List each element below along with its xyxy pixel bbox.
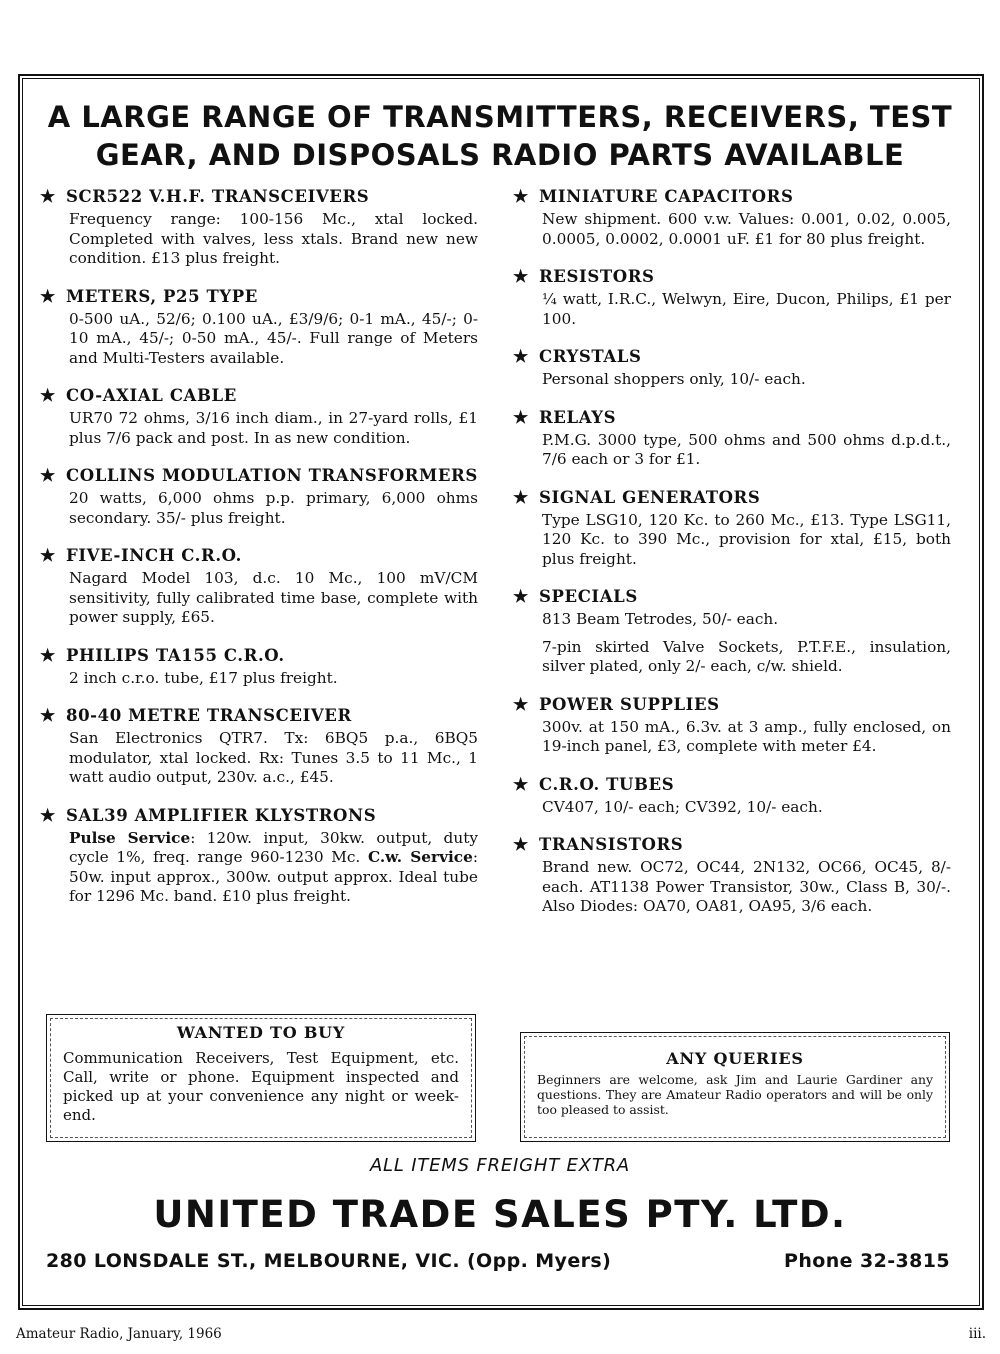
item-title: [40, 463, 478, 489]
item-title: [40, 643, 478, 669]
star-icon: ★: [40, 805, 56, 826]
item-title: [40, 703, 478, 729]
item-description-text: 20 watts, 6,000 ohms p.p. primary, 6,000 ohms secondary. 35/- plus freight.: [69, 489, 478, 527]
product-item: [40, 383, 478, 448]
footer-publication: Amateur Radio, January, 1966: [16, 1326, 222, 1342]
wanted-body: Communication Receivers, Test Equipment, etc. Call, write or phone. Equipment inspected and picked up at your convenience any night or week-end.: [63, 1049, 459, 1124]
star-icon: ★: [513, 347, 529, 367]
item-title-label: FIVE-INCH C.R.O.: [66, 546, 243, 565]
item-title-label: SPECIALS: [539, 587, 638, 606]
star-icon: ★: [513, 774, 529, 795]
pulse-service-text: : 120w. input, 30kw. output, duty cycle 1%, freq. range 960-1230 Mc.: [69, 828, 478, 866]
item-description: [69, 210, 478, 269]
item-title-label: COLLINS MODULATION TRANSFORMERS: [66, 466, 478, 485]
star-icon: ★: [513, 487, 529, 508]
item-title: [513, 692, 951, 718]
item-description-text: UR70 72 ohms, 3/16 inch diam., in 27-yard rolls, £1 plus 7/6 pack and post. In as new condition.: [69, 409, 478, 447]
company-name: UNITED TRADE SALES PTY. LTD.: [153, 1193, 847, 1236]
wanted-to-buy-box: [46, 1014, 476, 1142]
headline-line-2: GEAR, AND DISPOSALS RADIO PARTS AVAILABLE: [95, 138, 905, 172]
item-description-text: Frequency range: 100-156 Mc., xtal locked. Completed with valves, less xtals. Brand new new condition. £13 plus freight.: [69, 210, 478, 267]
star-icon: ★: [513, 267, 529, 287]
item-title: [513, 264, 951, 290]
cw-service-text: : 50w. input approx., 300w. output approx. Ideal tube for 1296 Mc. band. £10 plus freight.: [69, 848, 478, 905]
star-icon: ★: [40, 706, 56, 726]
item-title: [40, 803, 478, 829]
item-description: [69, 409, 478, 448]
star-icon: ★: [40, 645, 56, 666]
item-description: [542, 290, 951, 329]
item-title-label: METERS, P25 TYPE: [66, 286, 258, 306]
item-title: [513, 405, 951, 431]
item-description-text: ¼ watt, I.R.C., Welwyn, Eire, Ducon, Philips, £1 per 100.: [542, 290, 951, 328]
right-column: [513, 184, 951, 932]
item-title: [513, 832, 951, 858]
item-description-text: San Electronics QTR7. Tx: 6BQ5 p.a., 6BQ5 modulator, xtal locked. Rx: Tunes 3.5 to 11 Mc., 1 watt audio output, 230v. a.c., £45.: [69, 729, 478, 786]
star-icon: ★: [40, 386, 56, 406]
star-icon: ★: [513, 407, 529, 428]
item-description: [69, 829, 478, 907]
product-item: [40, 463, 478, 528]
item-description-text: Type LSG10, 120 Kc. to 260 Mc., £13. Type LSG11, 120 Kc. to 390 Mc., provision for xtal, £15, both plus freight.: [542, 510, 951, 568]
headline: [40, 98, 960, 174]
item-title-label: TRANSISTORS: [539, 835, 684, 854]
queries-title: ANY QUERIES: [666, 1049, 804, 1068]
item-description-text: Personal shoppers only, 10/- each.: [542, 370, 806, 388]
star-icon: ★: [40, 187, 56, 207]
product-item: [40, 643, 478, 689]
item-title-label: C.R.O. TUBES: [539, 774, 675, 794]
star-icon: ★: [40, 546, 56, 566]
item-title-label: CO-AXIAL CABLE: [66, 386, 237, 405]
queries-body: Beginners are welcome, ask Jim and Laurie Gardiner any questions. They are Amateur Radio operators and will be only too pleased to assist.: [537, 1072, 933, 1117]
item-title-label: PHILIPS TA155 C.R.O.: [66, 645, 285, 665]
item-description-text: [69, 829, 478, 907]
item-title-label: RELAYS: [539, 407, 617, 427]
item-title: [513, 584, 951, 610]
item-description: [69, 729, 478, 788]
item-description: [542, 610, 951, 677]
item-title: [513, 344, 951, 370]
product-item: [513, 344, 951, 390]
product-item: [40, 184, 478, 269]
item-description: [542, 210, 951, 249]
item-description: [542, 370, 951, 390]
footer-page-number: iii.: [968, 1326, 986, 1342]
product-item-klystron: [40, 803, 478, 907]
item-description-text: Brand new. OC72, OC44, 2N132, OC66, OC45, 8/- each. AT1138 Power Transistor, 30w., Class B, 30/-. Also Diodes: OA70, OA81, OA95, 3/6 each.: [542, 858, 951, 915]
item-title-label: MINIATURE CAPACITORS: [539, 187, 794, 206]
item-title: [40, 543, 478, 569]
product-item: [40, 543, 478, 628]
company-address: 280 LONSDALE ST., MELBOURNE, VIC. (Opp. Myers): [46, 1250, 612, 1272]
item-title-label: 80-40 METRE TRANSCEIVER: [66, 706, 352, 725]
item-description-text: 300v. at 150 mA., 6.3v. at 3 amp., fully enclosed, on 19-inch panel, £3, complete with meter £4.: [542, 717, 951, 755]
star-icon: ★: [513, 187, 529, 207]
product-item: [513, 772, 951, 818]
item-title: [513, 184, 951, 210]
item-description: [69, 489, 478, 528]
item-title-label: CRYSTALS: [539, 347, 642, 366]
item-description: [69, 569, 478, 628]
star-icon: ★: [513, 694, 529, 715]
product-item: [513, 184, 951, 249]
item-description: [542, 718, 951, 757]
left-column: [40, 184, 478, 922]
star-icon: ★: [40, 286, 56, 307]
product-item: [513, 405, 951, 470]
product-item: [513, 485, 951, 570]
star-icon: ★: [513, 587, 529, 607]
freight-note: ALL ITEMS FREIGHT EXTRA: [369, 1155, 631, 1176]
item-description: [542, 431, 951, 470]
item-description: [542, 858, 951, 917]
star-icon: ★: [40, 466, 56, 486]
item-description-text: 7-pin skirted Valve Sockets, P.T.F.E., insulation, silver plated, only 2/- each, c/w. shield.: [542, 637, 951, 675]
item-description-text: P.M.G. 3000 type, 500 ohms and 500 ohms d.p.d.t., 7/6 each or 3 for £1.: [542, 430, 951, 468]
item-title: [40, 184, 478, 210]
product-item: [40, 703, 478, 788]
item-title: [40, 284, 478, 310]
item-description: [542, 511, 951, 570]
item-title: [40, 383, 478, 409]
item-description: [69, 310, 478, 369]
item-description: [542, 798, 951, 818]
item-description-text: CV407, 10/- each; CV392, 10/- each.: [542, 797, 823, 816]
star-icon: ★: [513, 835, 529, 855]
product-item: [513, 264, 951, 329]
item-description-text: Nagard Model 103, d.c. 10 Mc., 100 mV/CM sensitivity, fully calibrated time base, complete with power supply, £65.: [69, 569, 478, 626]
item-description: [69, 669, 478, 689]
any-queries-box: [520, 1032, 950, 1142]
product-item: [513, 832, 951, 917]
item-title-label: SCR522 V.H.F. TRANSCEIVERS: [66, 187, 370, 206]
headline-line-1: A LARGE RANGE OF TRANSMITTERS, RECEIVERS, TEST: [47, 100, 953, 134]
pulse-service-label: Pulse Service: [69, 828, 191, 847]
item-title-label: POWER SUPPLIES: [539, 694, 720, 714]
item-title-label: SIGNAL GENERATORS: [539, 487, 761, 507]
item-title-label: SAL39 AMPLIFIER KLYSTRONS: [66, 805, 377, 825]
wanted-title: WANTED TO BUY: [176, 1023, 346, 1042]
cw-service-label: C.w. Service: [367, 848, 473, 866]
item-description-text: New shipment. 600 v.w. Values: 0.001, 0.02, 0.005, 0.0005, 0.0002, 0.0001 uF. £1 for 80 plus freight.: [542, 210, 951, 248]
company-phone: Phone 32-3815: [784, 1250, 950, 1272]
item-description-text: 0-500 uA., 52/6; 0.100 uA., £3/9/6; 0-1 mA., 45/-; 0-10 mA., 45/-; 0-50 mA., 45/-. Full range of Meters and Multi-Testers available.: [69, 309, 478, 367]
item-title: [513, 485, 951, 511]
product-item: [40, 284, 478, 369]
item-description-text: 2 inch c.r.o. tube, £17 plus freight.: [69, 668, 338, 687]
item-title-label: RESISTORS: [539, 267, 655, 286]
item-description-text: 813 Beam Tetrodes, 50/- each.: [542, 610, 779, 628]
product-item: [513, 584, 951, 677]
item-title: [513, 772, 951, 798]
product-item: [513, 692, 951, 757]
